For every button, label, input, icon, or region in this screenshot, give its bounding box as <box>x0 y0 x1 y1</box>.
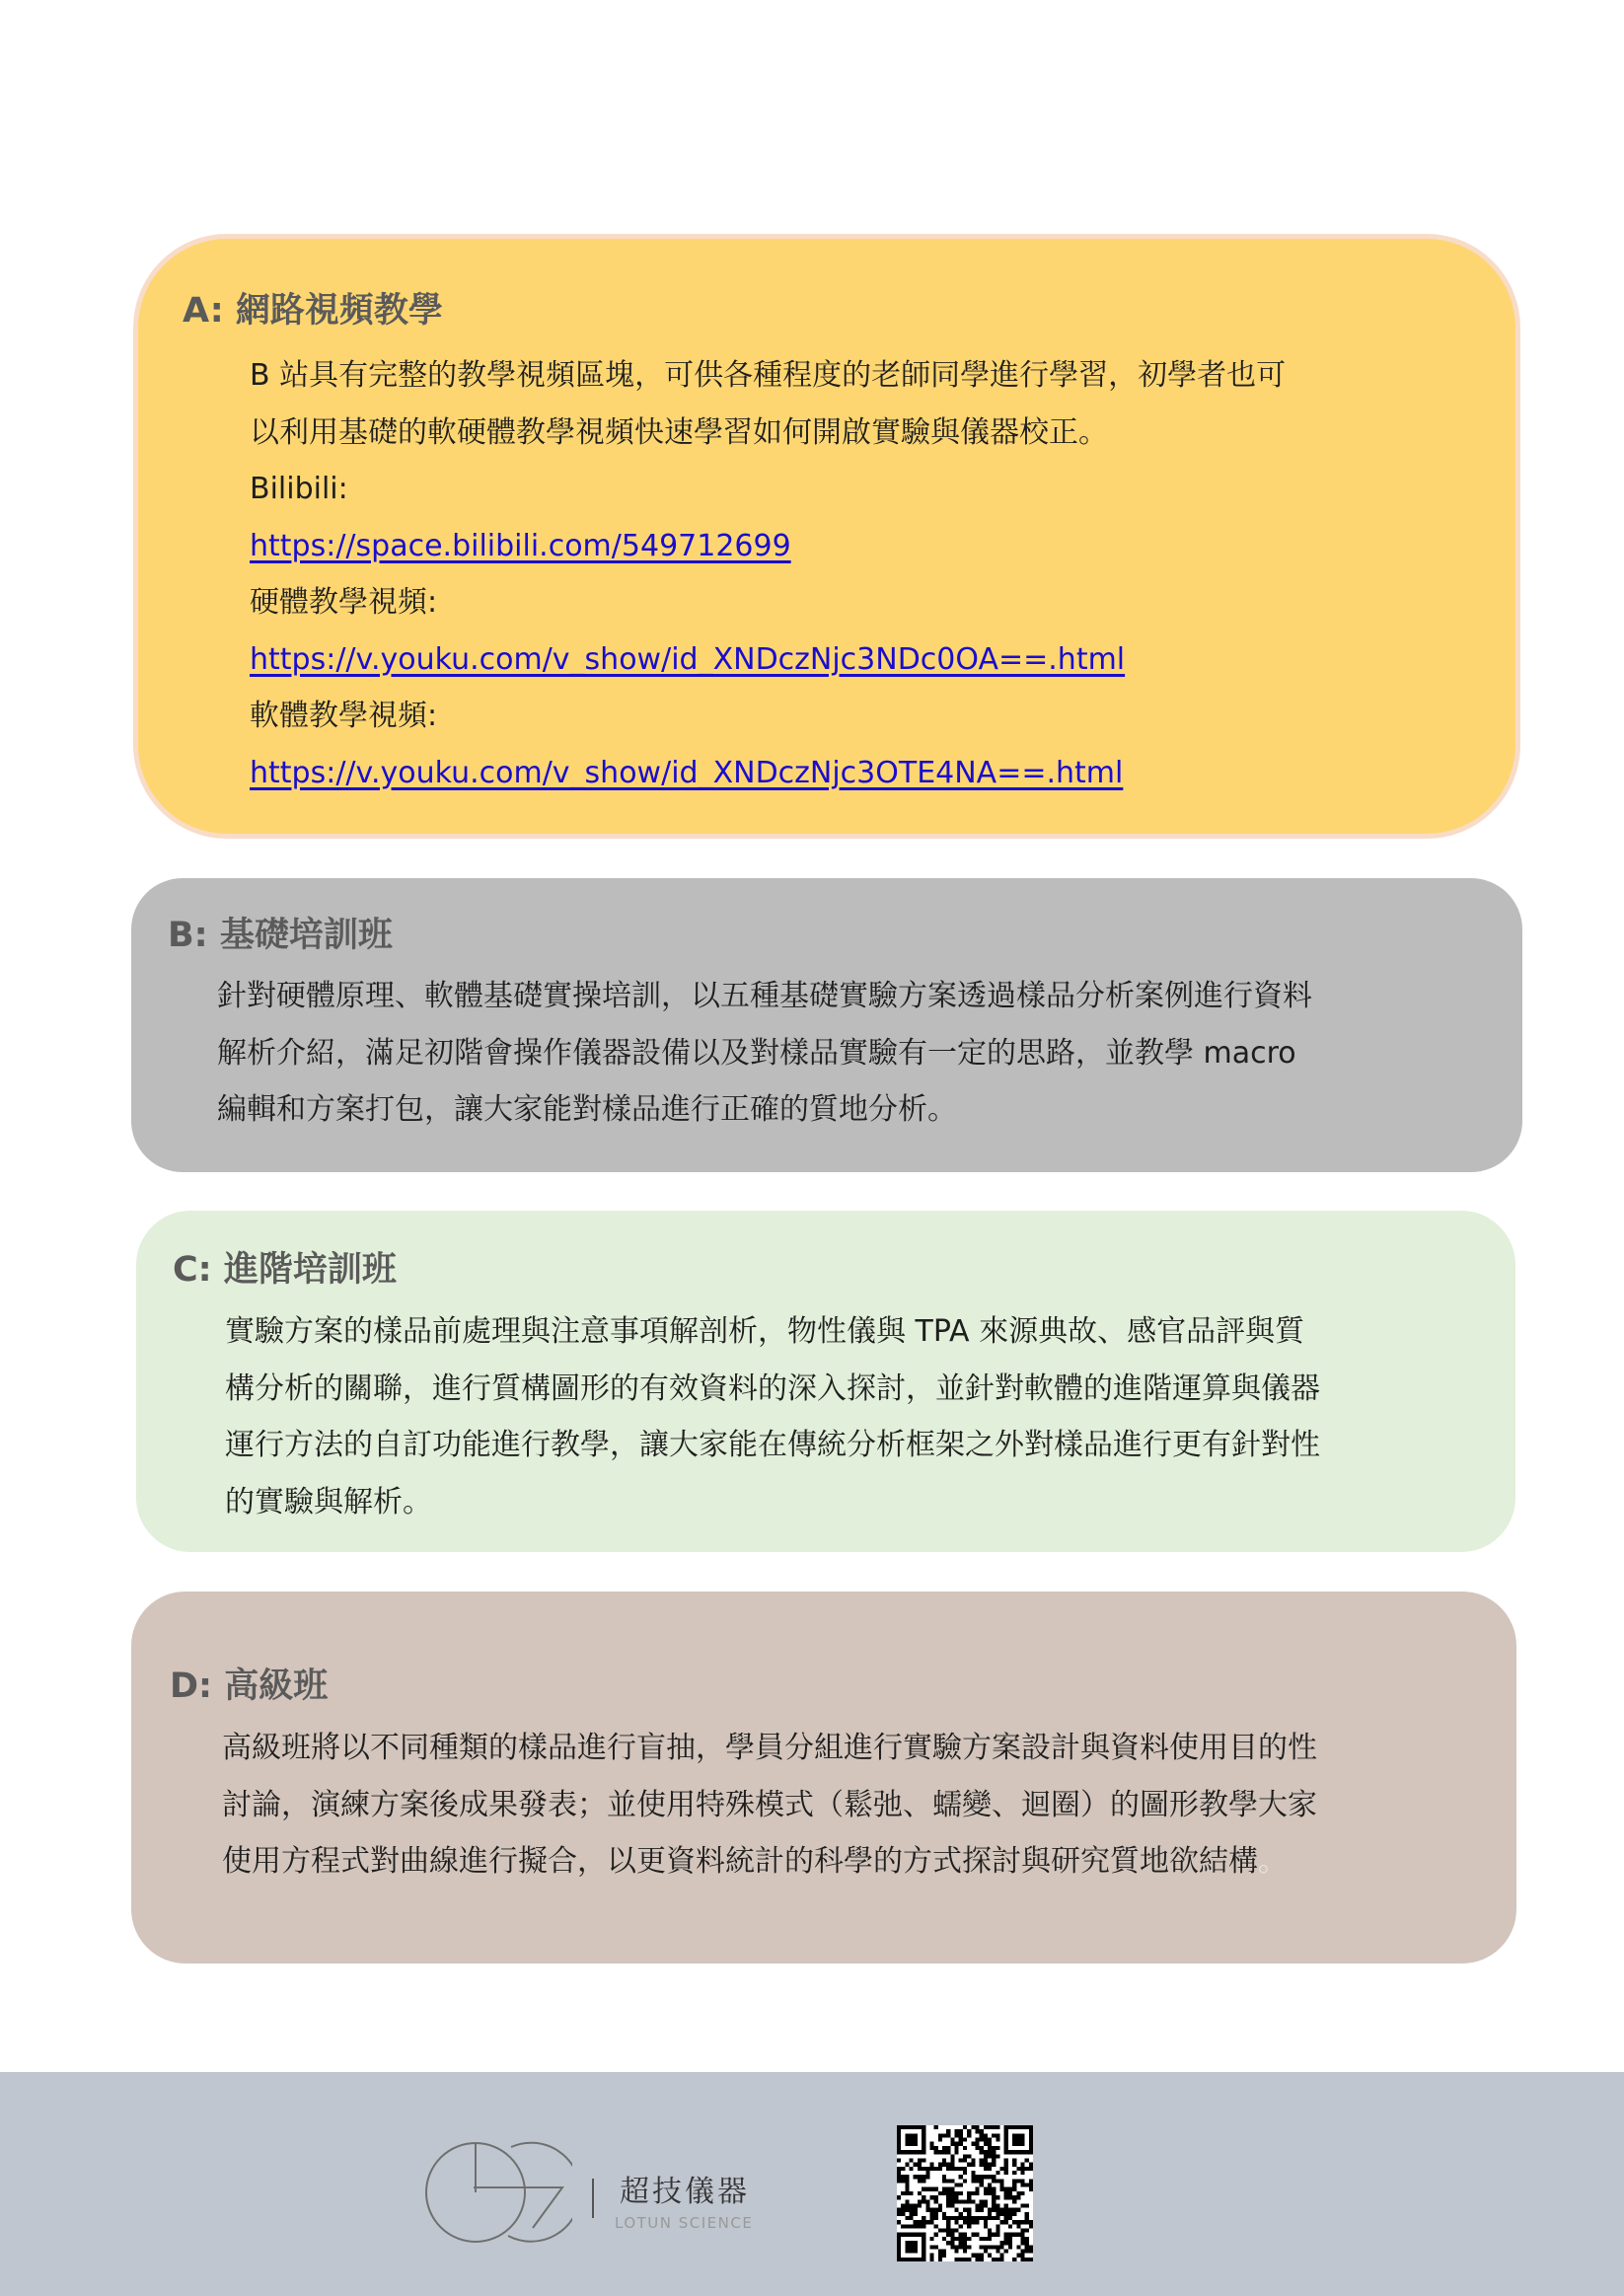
body-line-text: 使用方程式對曲線進行擬合，以更資料統計的科學的方式探討與研究質地欲結構 <box>222 1844 1258 1879</box>
basic-training-heading: B: 基礎培訓班 <box>168 916 393 955</box>
body-line: 的實驗與解析。 <box>225 1484 432 1519</box>
body-line: 解析介紹，滿足初階會操作儀器設備以及對樣品實驗有一定的思路，並教學 macro <box>217 1035 1296 1071</box>
online-video-heading: A: 網路視頻教學 <box>183 291 443 331</box>
software-video-link[interactable]: https://v.youku.com/v_show/id_XNDczNjc3OTE4NA==.html <box>250 755 1124 790</box>
advanced-training-body <box>225 1303 1320 1530</box>
logo-divider <box>592 2179 594 2218</box>
brand-subtitle: LOTUN SCIENCE <box>615 2214 754 2232</box>
body-line: 運行方法的自訂功能進行教學，讓大家能在傳統分析框架之外對樣品進行更有針對性 <box>225 1428 1320 1462</box>
body-line: 高級班將以不同種類的樣品進行盲抽，學員分組進行實驗方案設計與資料使用目的性 <box>222 1731 1317 1765</box>
software-video-label: 軟體教學視頻: <box>250 699 438 733</box>
body-line: 以利用基礎的軟硬體教學視頻快速學習如何開啟實驗與儀器校正。 <box>250 414 1108 450</box>
hardware-video-link[interactable]: https://v.youku.com/v_show/id_XNDczNjc3NDc0OA==.html <box>250 641 1126 677</box>
basic-training-body <box>217 968 1312 1139</box>
advanced-training-heading: C: 進階培訓班 <box>173 1250 397 1290</box>
lotun-logo-icon <box>414 2133 572 2247</box>
bilibili-link[interactable]: https://space.bilibili.com/549712699 <box>250 528 791 563</box>
trailing-period: 。 <box>1258 1844 1288 1879</box>
body-line: B 站具有完整的教學視頻區塊，可供各種程度的老師同學進行學習，初學者也可 <box>250 358 1287 393</box>
hardware-video-label: 硬體教學視頻: <box>250 585 438 620</box>
body-line <box>222 1833 1317 1890</box>
body-line: 構分析的關聯，進行質構圖形的有效資料的深入探討，並針對軟體的進階運算與儀器 <box>225 1370 1320 1406</box>
qr-code-icon[interactable] <box>897 2125 1033 2261</box>
body-line: 針對硬體原理、軟體基礎實操培訓，以五種基礎實驗方案透過樣品分析案例進行資料 <box>217 979 1312 1013</box>
bilibili-label: Bilibili: <box>250 472 348 506</box>
body-line: 編輯和方案打包，讓大家能對樣品進行正確的質地分析。 <box>217 1092 957 1127</box>
body-line: 討論，演練方案後成果發表；並使用特殊模式（鬆弛、蠕變、迴圈）的圖形教學大家 <box>222 1787 1317 1822</box>
brand-name: 超技儀器 <box>620 2175 750 2209</box>
online-video-body <box>250 347 1286 801</box>
senior-class-body <box>222 1720 1317 1890</box>
senior-class-heading: D: 高級班 <box>170 1666 329 1706</box>
body-line: 實驗方案的樣品前處理與注意事項解剖析，物性儀與 TPA 來源典故、感官品評與質 <box>225 1314 1305 1349</box>
footer <box>0 2072 1624 2296</box>
